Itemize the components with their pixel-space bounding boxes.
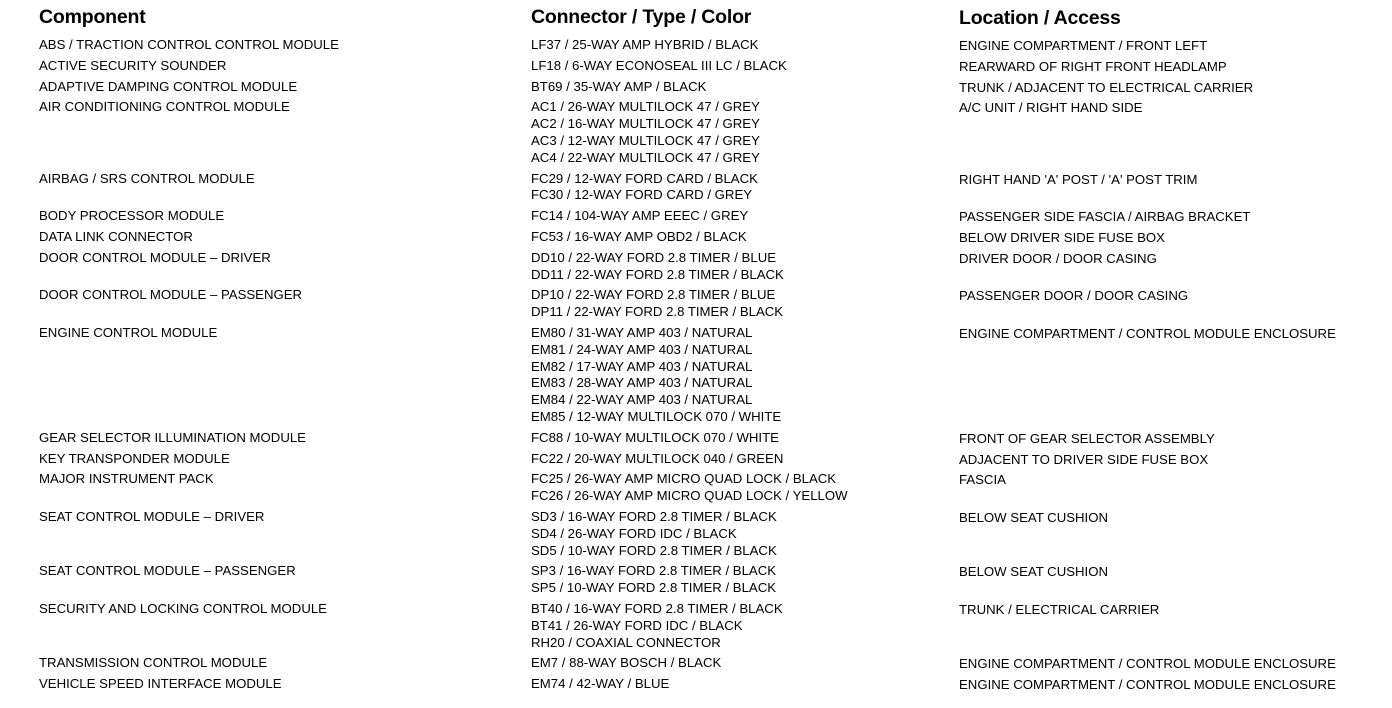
connector-spec: AC4 / 22-WAY MULTILOCK 47 / GREY [531,149,760,165]
table-row [0,509,1392,559]
connector-spec: BT69 / 35-WAY AMP / BLACK [531,78,707,94]
connector-list [531,563,776,597]
connector-list [531,99,760,166]
component-name: DATA LINK CONNECTOR [39,228,193,244]
table-row [0,563,1392,597]
table-row [0,171,1392,205]
location-access: BELOW SEAT CUSHION [959,509,1108,525]
connector-list [531,37,758,54]
connector-spec: EM7 / 88-WAY BOSCH / BLACK [531,655,722,671]
table-row [0,229,1392,246]
connector-spec: DD10 / 22-WAY FORD 2.8 TIMER / BLUE [531,249,777,265]
connector-list [531,451,783,468]
connector-list [531,208,748,225]
connector-spec: FC88 / 10-WAY MULTILOCK 070 / WHITE [531,429,779,445]
connector-spec: SD5 / 10-WAY FORD 2.8 TIMER / BLACK [531,542,777,558]
component-name: KEY TRANSPONDER MODULE [39,450,230,466]
table-row [0,58,1392,75]
connector-spec: AC1 / 26-WAY MULTILOCK 47 / GREY [531,99,760,115]
connector-spec: LF37 / 25-WAY AMP HYBRID / BLACK [531,37,759,52]
component-name: TRANSMISSION CONTROL MODULE [39,655,268,671]
location-access: RIGHT HAND 'A' POST / 'A' POST TRIM [959,171,1198,187]
table-row [0,79,1392,96]
component-name: ENGINE CONTROL MODULE [39,324,218,340]
connector-spec: SP5 / 10-WAY FORD 2.8 TIMER / BLACK [531,580,777,596]
connector-spec: AC3 / 12-WAY MULTILOCK 47 / GREY [531,132,760,148]
table-row [0,601,1392,651]
connector-spec: FC29 / 12-WAY FORD CARD / BLACK [531,170,758,186]
location-access: BELOW DRIVER SIDE FUSE BOX [959,229,1165,245]
component-name: DOOR CONTROL MODULE – PASSENGER [39,287,303,303]
component-name: VEHICLE SPEED INTERFACE MODULE [39,676,282,692]
connector-spec: EM80 / 31-WAY AMP 403 / NATURAL [531,324,753,340]
location-access: PASSENGER SIDE FASCIA / AIRBAG BRACKET [959,209,1251,225]
location-access: ENGINE COMPARTMENT / CONTROL MODULE ENCLOSURE [959,325,1336,341]
location-access: TRUNK / ADJACENT TO ELECTRICAL CARRIER [959,79,1254,95]
table-row [0,471,1392,505]
connector-list [531,655,721,672]
component-name: AIR CONDITIONING CONTROL MODULE [39,99,290,115]
component-name: SECURITY AND LOCKING CONTROL MODULE [39,600,327,616]
connector-list [531,430,779,447]
connector-list [531,509,777,559]
table-row [0,37,1392,54]
connector-list [531,58,787,75]
connector-spec: DP10 / 22-WAY FORD 2.8 TIMER / BLUE [531,287,776,303]
location-access: TRUNK / ELECTRICAL CARRIER [959,601,1160,617]
table-row [0,451,1392,468]
connector-list [531,250,784,284]
connector-spec: SP3 / 16-WAY FORD 2.8 TIMER / BLACK [531,563,777,579]
table-row [0,676,1392,693]
connector-list [531,79,706,96]
connector-spec: FC22 / 20-WAY MULTILOCK 040 / GREEN [531,450,784,466]
header-connector: Connector / Type / Color [531,6,752,28]
connector-spec: BT40 / 16-WAY FORD 2.8 TIMER / BLACK [531,600,783,616]
connector-list [531,325,781,426]
connector-spec: BT41 / 26-WAY FORD IDC / BLACK [531,617,743,633]
connector-spec: DD11 / 22-WAY FORD 2.8 TIMER / BLACK [531,266,784,282]
connector-spec: DP11 / 22-WAY FORD 2.8 TIMER / BLACK [531,304,784,320]
table-row [0,655,1392,672]
connector-spec: FC26 / 26-WAY AMP MICRO QUAD LOCK / YELLOW [531,488,848,504]
connector-spec: LF18 / 6-WAY ECONOSEAL III LC / BLACK [531,57,787,73]
header-component: Component [39,6,146,28]
connector-spec: SD4 / 26-WAY FORD IDC / BLACK [531,525,737,541]
location-access: ADJACENT TO DRIVER SIDE FUSE BOX [959,451,1209,467]
table-row [0,325,1392,426]
location-access: PASSENGER DOOR / DOOR CASING [959,288,1189,304]
component-name: MAJOR INSTRUMENT PACK [39,471,214,487]
table-row [0,250,1392,284]
component-name: GEAR SELECTOR ILLUMINATION MODULE [39,429,306,445]
connector-spec: EM83 / 28-WAY AMP 403 / NATURAL [531,375,753,391]
location-access: FASCIA [959,472,1006,488]
table-row [0,287,1392,321]
location-access: FRONT OF GEAR SELECTOR ASSEMBLY [959,430,1215,446]
connector-spec: FC25 / 26-WAY AMP MICRO QUAD LOCK / BLACK [531,471,837,487]
connector-spec: EM84 / 22-WAY AMP 403 / NATURAL [531,392,753,408]
location-access: DRIVER DOOR / DOOR CASING [959,250,1157,266]
component-name: SEAT CONTROL MODULE – DRIVER [39,508,265,524]
connector-list [531,471,848,505]
location-access: ENGINE COMPARTMENT / FRONT LEFT [959,38,1208,53]
header-location: Location / Access [959,7,1121,29]
connector-list [531,287,783,321]
connector-spec: EM85 / 12-WAY MULTILOCK 070 / WHITE [531,408,782,424]
location-access: REARWARD OF RIGHT FRONT HEADLAMP [959,58,1227,74]
table-row [0,430,1392,447]
connector-spec: EM82 / 17-WAY AMP 403 / NATURAL [531,358,753,374]
location-access: ENGINE COMPARTMENT / CONTROL MODULE ENCLOSURE [959,656,1336,672]
connector-list [531,171,758,205]
connector-list [531,676,669,693]
connector-spec: SD3 / 16-WAY FORD 2.8 TIMER / BLACK [531,508,777,524]
connector-spec: EM81 / 24-WAY AMP 403 / NATURAL [531,341,753,357]
table-row [0,99,1392,166]
component-name: DOOR CONTROL MODULE – DRIVER [39,249,271,265]
connector-list [531,229,747,246]
component-name: ABS / TRACTION CONTROL CONTROL MODULE [39,37,339,52]
component-name: SEAT CONTROL MODULE – PASSENGER [39,563,296,579]
connector-spec: AC2 / 16-WAY MULTILOCK 47 / GREY [531,116,760,132]
location-access: A/C UNIT / RIGHT HAND SIDE [959,100,1143,116]
component-name: AIRBAG / SRS CONTROL MODULE [39,170,255,186]
location-access: BELOW SEAT CUSHION [959,564,1108,580]
connector-spec: RH20 / COAXIAL CONNECTOR [531,634,721,650]
connector-spec: FC53 / 16-WAY AMP OBD2 / BLACK [531,228,747,244]
connector-list [531,601,783,651]
table-body [0,37,1392,697]
table-row [0,208,1392,225]
connector-spec: EM74 / 42-WAY / BLUE [531,676,670,692]
component-name: ADAPTIVE DAMPING CONTROL MODULE [39,78,298,94]
connector-spec: FC14 / 104-WAY AMP EEEC / GREY [531,208,749,224]
location-access: ENGINE COMPARTMENT / CONTROL MODULE ENCLOSURE [959,677,1336,693]
component-name: ACTIVE SECURITY SOUNDER [39,57,227,73]
component-name: BODY PROCESSOR MODULE [39,208,225,224]
connector-spec: FC30 / 12-WAY FORD CARD / GREY [531,187,753,203]
